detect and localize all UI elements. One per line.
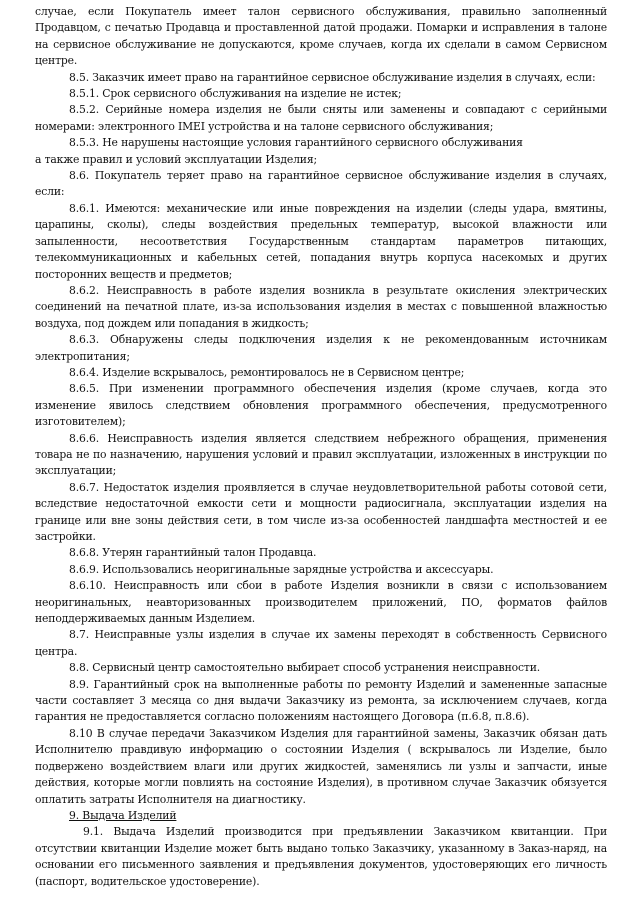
paragraph-8-7: 8.7. Неисправные узлы изделия в случае их замены переходят в собственность Сервисного центра. [35, 628, 607, 658]
paragraph-8-6-8: 8.6.8. Утерян гарантийный талон Продавца. [69, 546, 317, 560]
paragraph-8-5-1: 8.5.1. Срок сервисного обслуживания на изделие не истек; [69, 87, 402, 101]
paragraph-8-6-3: 8.6.3. Обнаружены следы подключения изделия к не рекомендованным источникам электропитания; [35, 333, 607, 363]
paragraph-8-6-4: 8.6.4. Изделие вскрывалось, ремонтировалось не в Сервисном центре; [69, 365, 465, 379]
section-heading-9 [35, 808, 607, 824]
paragraph-8-6-9: 8.6.9. Использовались неоригинальные зарядные устройства и аксессуары. [69, 562, 494, 576]
paragraph-8-10: 8.10 В случае передачи Заказчиком Изделия для гарантийной замены, Заказчик обязан дать Исполнителю правдивую информацию о состоянии Изделия ( вскрывалось ли Изделие, было подвержено воздействием влаги или других жидкостей, заменялись ли узлы и запчасти, иные действия, которые могли повлиять на состояние Изделия), в противном случае Заказчик обязуется оплатить затраты Исполнителя на диагностику. [35, 726, 607, 806]
paragraph-8-6-2: 8.6.2. Неисправность в работе изделия возникла в результате окисления электрических соединений на печатной плате, из-за использования изделия в местах с повышенной влажностью воздуха, под дождем или попадания в жидкость; [35, 283, 607, 330]
paragraph-8-8: 8.8. Сервисный центр самостоятельно выбирает способ устранения неисправности. [69, 661, 541, 675]
paragraph-8-5-3: 8.5.3. Не нарушены настоящие условия гарантийного сервисного обслуживания [69, 136, 523, 150]
paragraph-8-6-5: 8.6.5. При изменении программного обеспечения изделия (кроме случаев, когда это изменение явилось следствием обновления программного обеспечения, предусмотренного изготовителем); [35, 382, 607, 429]
paragraph-8-9: 8.9. Гарантийный срок на выполненные работы по ремонту Изделий и замененные запасные части составляет 3 месяца со дня выдачи Заказчику из ремонта, за исключением случаев, когда гарантия не предоставляется согласно положениям настоящего Договора (п.6.8, п.8.6). [35, 677, 607, 724]
paragraph-8-5: 8.5. Заказчик имеет право на гарантийное сервисное обслуживание изделия в случаях, если: [69, 70, 596, 84]
paragraph-9-1: 9.1. Выдача Изделий производится при предъявлении Заказчиком квитанции. При отсутствии квитанции Изделие может быть выдано только Заказчику, указанному в Заказ-наряд, на основании его письменного заявления и предъявления документов, удостоверяющих его личность (паспорт, водительское удостоверение). [35, 825, 607, 888]
paragraph-8-5-2: 8.5.2. Серийные номера изделия не были сняты или заменены и совпадают с серийными номерами: электронного IMEI устройства и на талоне сервисного обслуживания; [35, 103, 607, 133]
section-heading-9-text: 9. Выдача Изделий [69, 808, 177, 822]
paragraph-8-6: 8.6. Покупатель теряет право на гарантийное сервисное обслуживание изделия в случаях, если: [35, 169, 607, 199]
paragraph-8-5-3-continuation: а также правил и условий эксплуатации Изделия; [35, 152, 317, 166]
paragraph-8-6-1: 8.6.1. Имеются: механические или иные повреждения на изделии (следы удара, вмятины, царапины, сколы), следы воздействия предельных температур, высокой влажности или запыленности, несоответствия Государственным стандартам параметров питающих, телекоммуникационных и кабельных сетей, попадания внутрь корпуса насекомых и других посторонних веществ и предметов; [35, 201, 607, 281]
paragraph-8-6-10: 8.6.10. Неисправность или сбои в работе Изделия возникли в связи с использованием неоригинальных, неавторизованных производителем приложений, ПО, форматов файлов неподдерживаемых данным Изделием. [35, 579, 607, 626]
paragraph-8-6-6: 8.6.6. Неисправность изделия является следствием небрежного обращения, применения товара не по назначению, нарушения условий и правил эксплуатации, изложенных в инструкции по эксплуатации; [35, 431, 607, 478]
paragraph-continuation: случае, если Покупатель имеет талон сервисного обслуживания, правильно заполненный Продавцом, с печатью Продавца и проставленной датой продажи. Помарки и исправления в талоне на сервисное обслуживание не допускаются, кроме случаев, когда их сделали в самом Сервисном центре. [35, 5, 607, 68]
paragraph-8-6-7: 8.6.7. Недостаток изделия проявляется в случае неудовлетворительной работы сотовой сети, вследствие недостаточной емкости сети и мощности радиосигнала, эксплуатации изделия на границе или вне зоны действия сети, в том числе из-за особенностей ландшафта местностей и ее застройки. [35, 480, 607, 543]
